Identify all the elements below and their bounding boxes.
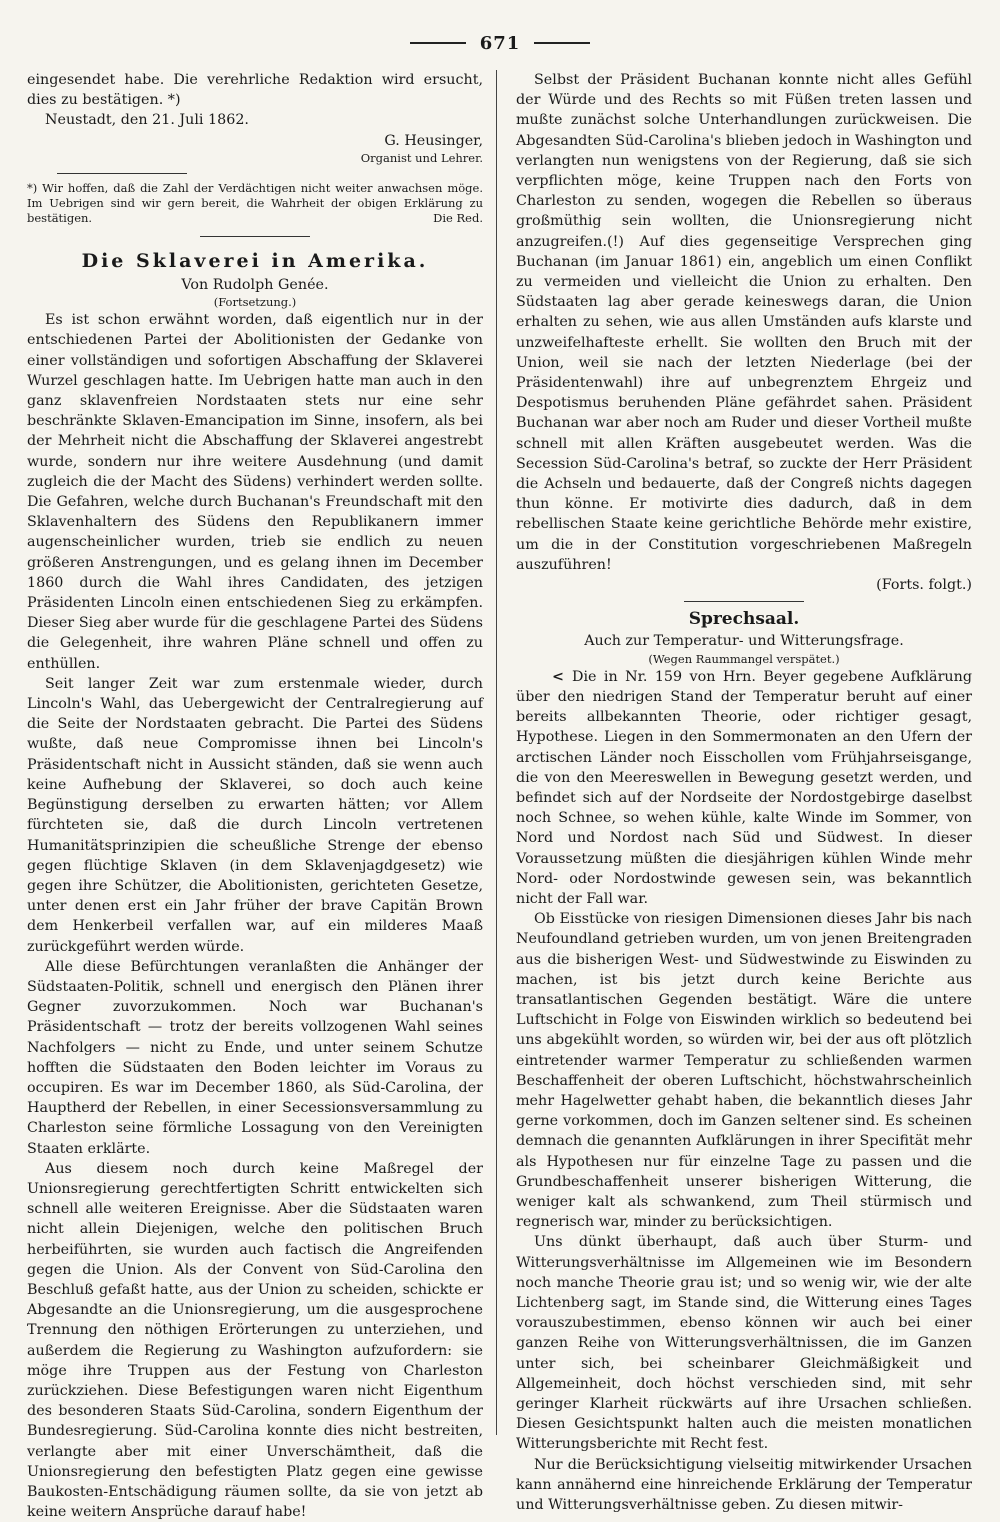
- article-rule: [200, 236, 310, 237]
- signature-name: G. Heusinger,: [384, 132, 483, 149]
- footnote: [27, 181, 483, 226]
- section-rule: [684, 601, 804, 602]
- section-title: Sprechsaal.: [688, 609, 800, 630]
- letter-ending: eingesendet habe. Die verehrliche Redaktion wird ersucht, dies zu bestätigen. *): [27, 72, 483, 109]
- page-number: 671: [479, 32, 521, 54]
- article-paragraph: Selbst der Präsident Buchanan konnte nicht alles Gefühl der Würde und des Rechts so mit Füßen treten lassen und mußte zunächst solche Unterhandlungen zurückweisen. Die Abgesandten Süd-Carolina's blieben jedoch in Washington und verlangten nun wenigstens von der Regierung, daß sie sich verpflichten möge, keine Truppen nach den Forts von Charleston zu senden, wogegen die Rebellen so überaus großmüthig sein wollten, die Unionsregierung nicht anzugreifen.(!) Auf dies gegenseitige Versprechen ging Buchanan (im Januar 1861) ein, angeblich um einen Conflikt zu vermeiden und vielleicht die Union zu erhalten. Den Südstaaten lag aber gerade keineswegs daran, die Union erhalten zu sehen, wie aus allen Umständen aufs klarste und unzweifelhafteste erhellt. Sie wollten den Bruch mit der Union, weil sie nach der letzten Niederlage (bei der Präsidentenwahl) ihre auf unbegrenztem Ehrgeiz und Despotismus beruhenden Pläne gefährdet sahen. Präsident Buchanan war aber noch am Ruder und dieser Vortheil mußte schnell mit allen Kräften ausgebeutet werden. Was die Secession Süd-Carolina's betraf, so zuckte der Herr Präsident die Achseln und bedauerte, daß der Congreß nichts dagegen thun könne. Er motivirte dies dadurch, daß in dem rebellischen Staate keine gerichtliche Behörde mehr existire, um die in der Constitution vorgeschriebenen Maßregeln auszuführen!: [516, 72, 972, 573]
- section-paragraph: Uns dünkt überhaupt, daß auch über Sturm- und Witterungsverhältnisse im Allgemeinen wie im Besondern noch manche Theorie grau ist; und so wenig wir, wie der alte Lichtenberg sagt, im Stande sind, die Witterung eines Tages vorauszubestimmen, ebenso können wir auch bei einer ganzen Reihe von Witterungsverhältnissen, die im Ganzen unter sich, bei scheinbarer Gleichmäßigkeit und Allgemeinheit, doch höchst verschieden sind, mit sehr geringer Klarheit rückwärts auf ihre Ursachen schließen. Diesen Gesichtspunkt halten auch die meisten monatlichen Witterungsberichte mit Recht fest.: [516, 1234, 972, 1453]
- article-paragraph: Alle diese Befürchtungen veranlaßten die Anhänger der Südstaaten-Politik, schnell und energisch den Plänen ihrer Gegner zuvorzukommen. Noch war Buchanan's Präsidentschaft — trotz der bereits vollzogenen Wahl seines Nachfolgers — nicht zu Ende, und unter seinem Schutze hofften die Südstaaten den Boden leichter im Voraus zu occupiren. Es war im December 1860, als Süd-Carolina, der Hauptherd der Rebellen, in einer Secessionsversammlung zu Charleston seine förmliche Lossagung von den Vereinigten Staaten erklärte.: [27, 958, 483, 1157]
- footnote-text: *) Wir hoffen, daß die Zahl der Verdächtigen nicht weiter anwachsen möge. Im Uebrigen sind wir gern bereit, die Wahrheit der obigen Erklärung zu bestätigen.: [27, 180, 483, 225]
- page-header: [0, 30, 1000, 56]
- article-paragraph: Aus diesem noch durch keine Maßregel der Unionsregierung gerechtfertigten Schritt entwickelten sich schnell alle weiteren Ereignisse. Aber die Südstaaten waren nicht allein Diejenigen, welche den politischen Bruch herbeiführten, sie wurden auch factisch die Angreifenden gegen die Union. Als der Convent von Süd-Carolina den Beschluß gefaßt hatte, aus der Union zu scheiden, schickte er Abgesandte an die Unionsregierung, um die ausgesprochene Trennung den nöthigen Erörterungen zu unterziehen, und außerdem die Regierung zu Washington aufzufordern: sie möge ihre Truppen aus der Festung von Charleston zurückziehen. Diese Befestigungen waren nicht Eigenthum des besonderen Staats Süd-Carolina, sondern Eigenthum der Bundesregierung. Süd-Carolina konnte dies nicht bestreiten, verlangte aber mit einer Unverschämtheit, daß die Unionsregierung den befestigten Platz gegen eine gewisse Baukosten-Entschädigung räumen sollte, da sie von jetzt ab keine weitern Ansprüche darauf habe!: [27, 1160, 483, 1521]
- article-title: Die Sklaverei in Amerika.: [81, 249, 429, 272]
- article-author: Von Rudolph Genée.: [181, 277, 329, 294]
- header-rule-left: [410, 42, 466, 44]
- marker: <: [552, 668, 564, 685]
- right-column: [516, 70, 972, 1515]
- continued-note: (Forts. folgt.): [876, 577, 972, 594]
- article-continuation: (Fortsetzung.): [213, 295, 297, 310]
- signature-role: Organist und Lehrer.: [360, 150, 483, 165]
- footnote-rule: [57, 173, 187, 174]
- section-paragraph: Nur die Berücksichtigung vielseitig mitwirkender Ursachen kann annähernd eine hinreichende Erklärung der Temperatur und Witterungsverhältnisse geben. Zu diesen mitwir-: [516, 1456, 972, 1514]
- column-divider: [496, 70, 497, 1435]
- section-paragraph-text: Die in Nr. 159 von Hrn. Beyer gegebene Aufklärung über den niedrigen Stand der Temperatur beruht auf einer bereits allbekannten Theorie, oder richtiger gesagt, Hypothese. Liegen in den Sommermonaten an den Ufern der arctischen Länder noch Eisschollen vom Frühjahrseisgange, die von den Meereswellen in Bewegung gesetzt werden, und befindet sich auf der Nordseite der Nordostgebirge daselbst noch Schnee, so wehen kühle, kalte Winde im Sommer, von Nord und Nordost nach Süd und Südwest. In dieser Voraussetzung müßten die diesjährigen kühlen Winde mehr Nord- oder Nordostwinde gewesen sein, was bekanntlich nicht der Fall war.: [516, 668, 972, 907]
- article-paragraph: Es ist schon erwähnt worden, daß eigentlich nur in der entschiedenen Partei der Abolitionisten der Gedanke von einer vollständigen und sofortigen Abschaffung der Sklaverei Wurzel geschlagen hatte. Im Uebrigen hatte man auch in den ganz sklavenfreien Nordstaaten stets nur eine sehr beschränkte Sklaven-Emancipation im Sinne, insofern, als bei der Mehrheit nicht die Abschaffung der Sklaverei angestrebt wurde, sondern nur ihre weitere Ausdehnung (und damit zugleich die der Macht des Südens) verhindert werden sollte. Die Gefahren, welche durch Buchanan's Freundschaft mit den Sklavenhaltern des Südens den Republikanern immer augenscheinlicher wurden, trieb sie endlich zu neuen größeren Anstrengungen, und es gelang ihnen im December 1860 durch die Wahl ihres Candidaten, des jetzigen Präsidenten Lincoln einen entschiedenen Sieg zu erkämpfen. Dieser Sieg aber wurde für die geschlagene Partei des Südens die Gelegenheit, ihre wahren Pläne schnell und offen zu enthüllen.: [27, 312, 483, 672]
- left-column: [27, 70, 483, 1522]
- section-subtitle: Auch zur Temperatur- und Witterungsfrage.: [584, 633, 904, 650]
- header-rule-right: [534, 42, 590, 44]
- section-paragraph: [516, 667, 972, 909]
- footnote-sign: Die Red.: [433, 210, 483, 225]
- place-date: Neustadt, den 21. Juli 1862.: [45, 112, 249, 129]
- section-paragraph: Ob Eisstücke von riesigen Dimensionen dieses Jahr bis nach Neufoundland getrieben wurden, um von jenen Breitengraden aus die bisherigen West- und Südwestwinde zu Eiswinden zu machen, ist bis jetzt durch keine Berichte aus transatlantischen Gegenden bestätigt. Wäre die untere Luftschicht in Folge von Eiswinden wirklich so bedeutend bei uns abgekühlt worden, so würden wir, bei der aus oft plötzlich eintretender warmer Temperatur zu schließenden warmen Beschaffenheit der oberen Luftschicht, höchstwahrscheinlich mehr Hagelwetter gehabt haben, die bekanntlich dieses Jahr gerne vorkommen, doch im Ganzen seltener sind. Es scheinen demnach die genannten Aufklärungen in ihrer Specifität mehr als Hypothesen nur für einzelne Tage zu passen und die Grundbeschaffenheit unserer bisherigen Witterung, die weniger kalt als schwankend, zum Theil stürmisch und regnerisch war, minder zu berücksichtigen.: [516, 911, 972, 1231]
- section-subnote: (Wegen Raummangel verspätet.): [648, 651, 840, 666]
- article-paragraph: Seit langer Zeit war zum erstenmale wieder, durch Lincoln's Wahl, das Uebergewicht der Centralregierung auf die Seite der Nordstaaten gebracht. Die Partei des Südens wußte, daß neue Compromisse ihnen bei Lincoln's Präsidentschaft nicht in Aussicht ständen, daß sie wenn auch keine Aufhebung der Sklaverei, so doch auch keine Begünstigung derselben zu erwarten hätten; vor Allem fürchteten sie, daß die durch Lincoln vertretenen Humanitätsprinzipien die scheußliche Strenge der ebenso gegen flüchtige Sklaven (in dem Sklavenjagdgesetz) wie gegen ihre Schützer, die Abolitionisten, gerichteten Gesetze, unter denen erst ein Jahr früher der brave Capitän Brown dem Henkerbeil verfallen war, auf ein milderes Maaß zurückgeführt werden würde.: [27, 675, 483, 955]
